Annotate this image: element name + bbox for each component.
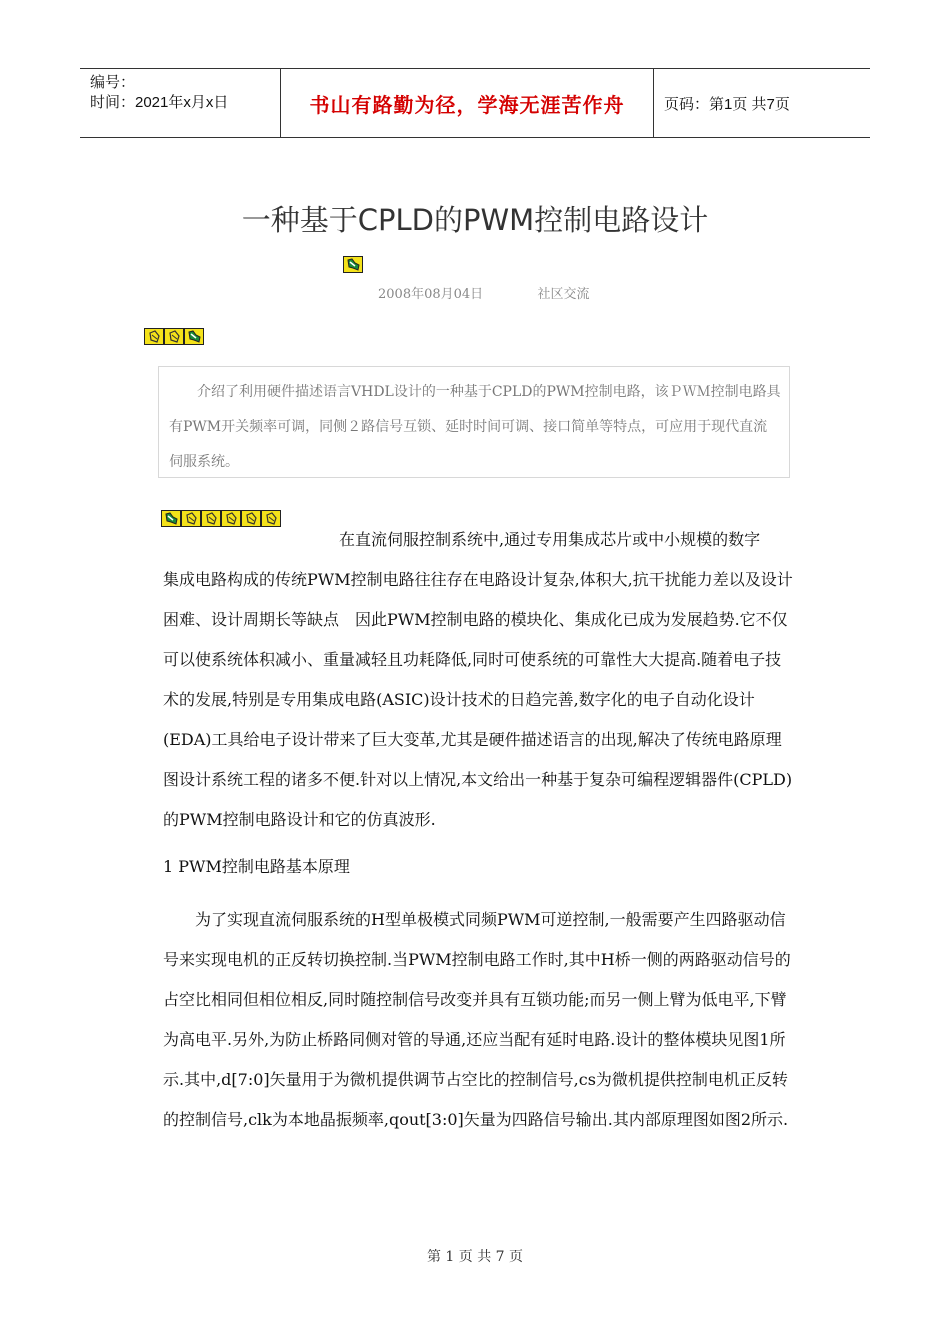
section1-paragraph: 为了实现直流伺服系统的H型单极模式同频PWM可逆控制,一般需要产生四路驱动信号来实现电机的正反转切换控制.当PWM控制电路工作时,其中H桥一侧的两路驱动信号的占空比相同但相位相反,同时随控制信号改变并具有互锁功能;而另一侧上臂为低电平,下臂为高电平.另外,为防止桥路同侧对管的导通,还应当配有延时电路.设计的整体模块见图1所示.其中,d[7:0]矢量用于为微机提供调节占空比的控制信号,cs为微机提供控制电机正反转的控制信号,clk为本地晶振频率,qout[3:0]矢量为四路信号输出.其内部原理图如图2所示. (163, 910, 791, 1129)
header-page-cell (654, 69, 870, 137)
motto-text: 书山有路勤为径，学海无涯苦作舟 (309, 92, 625, 117)
intro-rest: 集成电路构成的传统PWM控制电路往往存在电路设计复杂,体积大,抗干扰能力差以及设计困难、设计周期长等缺点 因此PWM控制电路的模块化、集成化已成为发展趋势.它不仅可以使系统体积减小、重量减轻且功耗降低,同时可使系统的可靠性大大提高.随着电子技术的发展,特别是专用集成电路(ASIC)设计技术的日趋完善,数字化的电子自动化设计(EDA)工具给电子设计带来了巨大变革,尤其是硬件描述语言的出现,解决了传统电路原理图设计系统工程的诸多不便.针对以上情况,本文给出一种基于复杂可编程逻辑器件(CPLD)的PWM控制电路设计和它的仿真波形. (163, 570, 793, 829)
broken-image-icon (144, 328, 164, 345)
article-meta (378, 283, 589, 302)
page-label: 页码：第1页 共7页 (664, 95, 790, 113)
article-category: 社区交流 (537, 287, 590, 302)
abstract-text: 介绍了利用硬件描述语言VHDL设计的一种基于CPLD的PWM控制电路，该ＰＷＭ控制电路具有PWM开关频率可调，同侧２路信号互锁、延时时间可调、接口简单等特点，可应用于现代直流伺服系统。 (169, 384, 781, 470)
icon-row-1 (144, 328, 204, 345)
document-header (80, 68, 870, 138)
section-heading: 1 PWM控制电路基本原理 (163, 857, 350, 876)
header-motto-cell (281, 69, 654, 137)
broken-image-icon (184, 328, 204, 345)
broken-image-icon (343, 256, 363, 273)
intro-paragraph (163, 520, 793, 840)
page-footer: 第 1 页 共 7 页 (426, 1249, 524, 1265)
article-title: 一种基于CPLD的PWM控制电路设计 (241, 203, 709, 237)
header-info-cell (80, 69, 281, 137)
title-icon-row (343, 256, 363, 273)
abstract-box (158, 366, 790, 478)
time-label: 时间：2021年x月x日 (90, 94, 229, 111)
broken-image-icon (164, 328, 184, 345)
code-label: 编号： (90, 74, 136, 91)
intro-first-line: 在直流伺服控制系统中,通过专用集成芯片或中小规模的数字 (339, 530, 761, 549)
article-date: 2008年08月04日 (378, 287, 484, 302)
